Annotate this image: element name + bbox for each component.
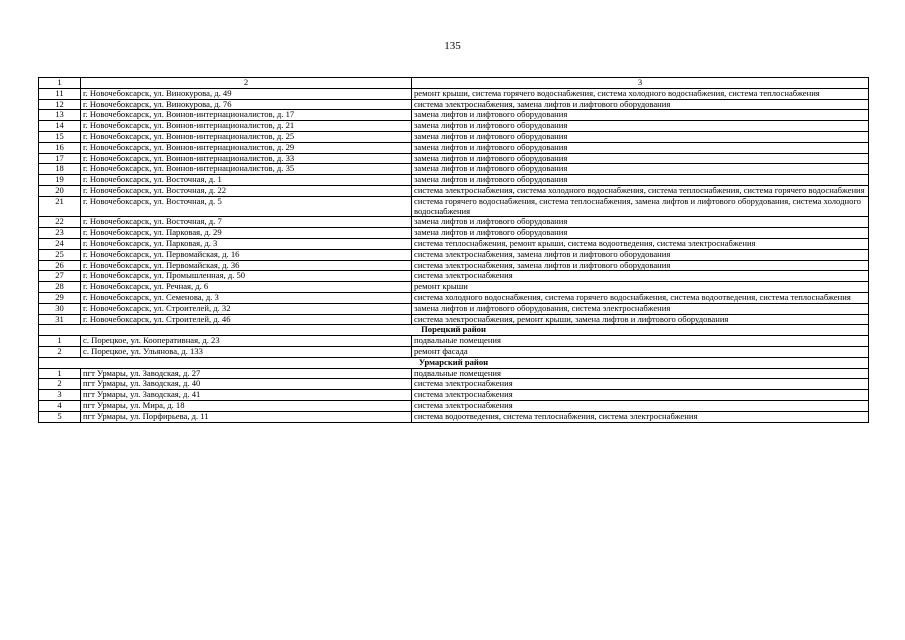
- work-type-cell: подвальные помещения: [412, 336, 869, 347]
- address-cell: с. Порецкое, ул. Кооперативная, д. 23: [81, 336, 412, 347]
- page-number: 135: [444, 40, 461, 52]
- address-cell: г. Новочебоксарск, ул. Винокурова, д. 76: [81, 99, 412, 110]
- address-cell: пгт Урмары, ул. Заводская, д. 40: [81, 379, 412, 390]
- address-cell: г. Новочебоксарск, ул. Воинов-интернационалистов, д. 17: [81, 110, 412, 121]
- address-cell: г. Новочебоксарск, ул. Воинов-интернационалистов, д. 33: [81, 153, 412, 164]
- section-title: Порецкий район: [39, 325, 869, 336]
- table-row: [39, 142, 869, 153]
- row-number-cell: 16: [39, 142, 81, 153]
- table-row: [39, 164, 869, 175]
- address-cell: г. Новочебоксарск, ул. Воинов-интернационалистов, д. 29: [81, 142, 412, 153]
- table-row: [39, 238, 869, 249]
- work-type-cell: ремонт фасада: [412, 346, 869, 357]
- row-number-cell: 3: [39, 390, 81, 401]
- address-cell: г. Новочебоксарск, ул. Строителей, д. 46: [81, 314, 412, 325]
- row-number-cell: 2: [39, 346, 81, 357]
- row-number-cell: 15: [39, 131, 81, 142]
- work-type-cell: система теплоснабжения, ремонт крыши, система водоотведения, система электроснабжения: [412, 238, 869, 249]
- table-body: [39, 78, 869, 423]
- row-number-cell: 28: [39, 282, 81, 293]
- address-cell: пгт Урмары, ул. Заводская, д. 41: [81, 390, 412, 401]
- work-type-cell: система электроснабжения, замена лифтов и лифтового оборудования: [412, 99, 869, 110]
- table-row: [39, 153, 869, 164]
- row-number-cell: 11: [39, 88, 81, 99]
- work-type-cell: система электроснабжения, система холодного водоснабжения, система теплоснабжения, система горячего водоснабжения: [412, 185, 869, 196]
- table-row: [39, 292, 869, 303]
- work-type-cell: система электроснабжения, ремонт крыши, замена лифтов и лифтового оборудования: [412, 314, 869, 325]
- table-row: [39, 336, 869, 347]
- work-type-cell: замена лифтов и лифтового оборудования: [412, 153, 869, 164]
- row-number-cell: 13: [39, 110, 81, 121]
- work-type-cell: ремонт крыши: [412, 282, 869, 293]
- row-number-cell: 5: [39, 411, 81, 422]
- work-type-cell: замена лифтов и лифтового оборудования: [412, 217, 869, 228]
- table-row: [39, 121, 869, 132]
- work-type-cell: замена лифтов и лифтового оборудования: [412, 228, 869, 239]
- table-row: [39, 271, 869, 282]
- address-cell: г. Новочебоксарск, ул. Восточная, д. 7: [81, 217, 412, 228]
- table-row: [39, 99, 869, 110]
- address-cell: пгт Урмары, ул. Мира, д. 18: [81, 400, 412, 411]
- address-cell: с. Порецкое, ул. Ульянова, д. 133: [81, 346, 412, 357]
- section-header-row: [39, 357, 869, 368]
- row-number-cell: 30: [39, 303, 81, 314]
- work-type-cell: замена лифтов и лифтового оборудования, система электроснабжения: [412, 303, 869, 314]
- work-type-cell: замена лифтов и лифтового оборудования: [412, 110, 869, 121]
- work-type-cell: система водоотведения, система теплоснабжения, система электроснабжения: [412, 411, 869, 422]
- address-cell: г. Новочебоксарск, ул. Семенова, д. 3: [81, 292, 412, 303]
- section-header-row: [39, 325, 869, 336]
- address-cell: г. Новочебоксарск, ул. Первомайская, д. 36: [81, 260, 412, 271]
- address-cell: г. Новочебоксарск, ул. Воинов-интернационалистов, д. 25: [81, 131, 412, 142]
- table-row: [39, 346, 869, 357]
- row-number-cell: 17: [39, 153, 81, 164]
- row-number-cell: 31: [39, 314, 81, 325]
- address-cell: г. Новочебоксарск, ул. Строителей, д. 32: [81, 303, 412, 314]
- work-type-cell: замена лифтов и лифтового оборудования: [412, 121, 869, 132]
- address-cell: г. Новочебоксарск, ул. Парковая, д. 3: [81, 238, 412, 249]
- table-row: [39, 88, 869, 99]
- table-row: [39, 368, 869, 379]
- row-number-cell: 12: [39, 99, 81, 110]
- address-cell: г. Новочебоксарск, ул. Восточная, д. 1: [81, 175, 412, 186]
- row-number-cell: 23: [39, 228, 81, 239]
- work-type-cell: замена лифтов и лифтового оборудования: [412, 164, 869, 175]
- address-cell: г. Новочебоксарск, ул. Винокурова, д. 49: [81, 88, 412, 99]
- row-number-cell: 21: [39, 196, 81, 217]
- work-type-cell: замена лифтов и лифтового оборудования: [412, 175, 869, 186]
- row-number-cell: 1: [39, 336, 81, 347]
- row-number-cell: 20: [39, 185, 81, 196]
- work-type-cell: система электроснабжения: [412, 379, 869, 390]
- row-number-cell: 24: [39, 238, 81, 249]
- table-header-row: [39, 78, 869, 89]
- work-type-cell: система электроснабжения: [412, 271, 869, 282]
- work-type-cell: замена лифтов и лифтового оборудования: [412, 142, 869, 153]
- row-number-cell: 2: [39, 379, 81, 390]
- table-row: [39, 110, 869, 121]
- table-row: [39, 400, 869, 411]
- address-cell: г. Новочебоксарск, ул. Восточная, д. 5: [81, 196, 412, 217]
- work-type-cell: система электроснабжения: [412, 400, 869, 411]
- row-number-cell: 4: [39, 400, 81, 411]
- table-row: [39, 131, 869, 142]
- row-number-cell: 22: [39, 217, 81, 228]
- section-title: Урмарский район: [39, 357, 869, 368]
- address-cell: г. Новочебоксарск, ул. Промышленная, д. 50: [81, 271, 412, 282]
- row-number-cell: 29: [39, 292, 81, 303]
- table-row: [39, 411, 869, 422]
- row-number-cell: 18: [39, 164, 81, 175]
- row-number-cell: 1: [39, 368, 81, 379]
- table-row: [39, 249, 869, 260]
- table-row: [39, 185, 869, 196]
- table-row: [39, 303, 869, 314]
- work-type-cell: ремонт крыши, система горячего водоснабжения, система холодного водоснабжения, система теплоснабжения: [412, 88, 869, 99]
- header-cell-address: 2: [81, 78, 412, 89]
- work-type-cell: система электроснабжения: [412, 390, 869, 401]
- row-number-cell: 14: [39, 121, 81, 132]
- table-row: [39, 390, 869, 401]
- table-row: [39, 175, 869, 186]
- table-row: [39, 196, 869, 217]
- address-cell: г. Новочебоксарск, ул. Восточная, д. 22: [81, 185, 412, 196]
- address-cell: г. Новочебоксарск, ул. Парковая, д. 29: [81, 228, 412, 239]
- work-type-cell: система холодного водоснабжения, система горячего водоснабжения, система водоотведения, система теплоснабжения: [412, 292, 869, 303]
- address-cell: г. Новочебоксарск, ул. Речная, д. 6: [81, 282, 412, 293]
- address-cell: пгт Урмары, ул. Порфирьева, д. 11: [81, 411, 412, 422]
- address-cell: г. Новочебоксарск, ул. Воинов-интернационалистов, д. 35: [81, 164, 412, 175]
- table-row: [39, 217, 869, 228]
- work-type-cell: система электроснабжения, замена лифтов и лифтового оборудования: [412, 260, 869, 271]
- work-type-cell: система горячего водоснабжения, система теплоснабжения, замена лифтов и лифтового оборудования, система холодного водоснабжения: [412, 196, 869, 217]
- row-number-cell: 19: [39, 175, 81, 186]
- table-row: [39, 282, 869, 293]
- repair-table: [38, 77, 869, 423]
- address-cell: г. Новочебоксарск, ул. Первомайская, д. 16: [81, 249, 412, 260]
- row-number-cell: 26: [39, 260, 81, 271]
- table-row: [39, 260, 869, 271]
- work-type-cell: подвальные помещения: [412, 368, 869, 379]
- table-row: [39, 314, 869, 325]
- row-number-cell: 25: [39, 249, 81, 260]
- table-row: [39, 228, 869, 239]
- address-cell: пгт Урмары, ул. Заводская, д. 27: [81, 368, 412, 379]
- header-cell-number: 1: [39, 78, 81, 89]
- address-cell: г. Новочебоксарск, ул. Воинов-интернационалистов, д. 21: [81, 121, 412, 132]
- row-number-cell: 27: [39, 271, 81, 282]
- table-row: [39, 379, 869, 390]
- header-cell-work: 3: [412, 78, 869, 89]
- work-type-cell: замена лифтов и лифтового оборудования: [412, 131, 869, 142]
- work-type-cell: система электроснабжения, замена лифтов и лифтового оборудования: [412, 249, 869, 260]
